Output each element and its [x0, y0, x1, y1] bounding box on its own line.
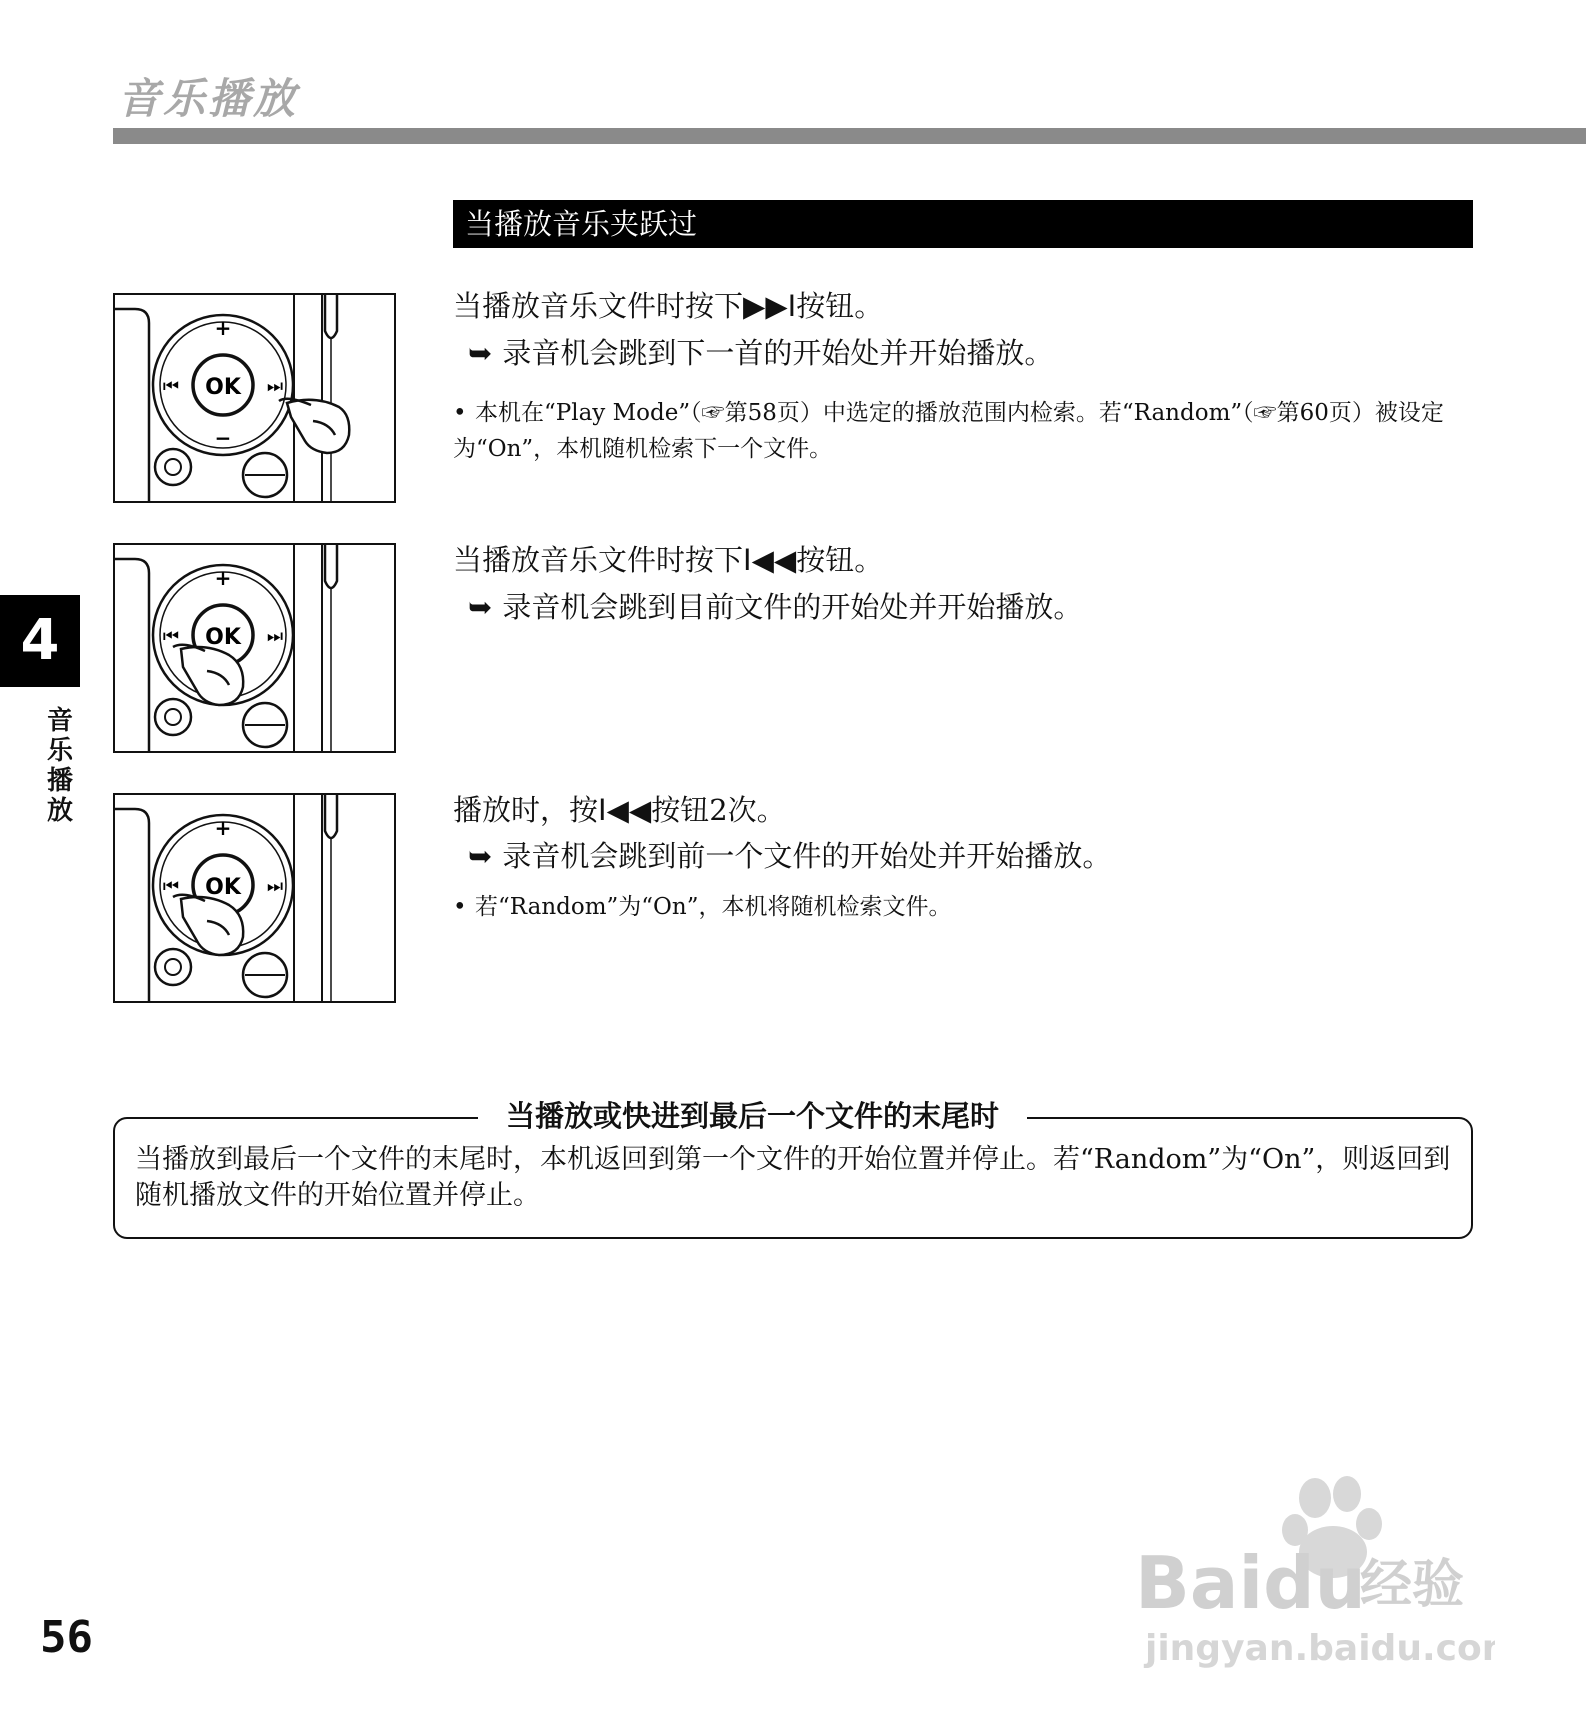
- paw-logo-icon: [1125, 1470, 1495, 1670]
- info-box-body: 当播放到最后一个文件的末尾时，本机返回到第一个文件的开始位置并停止。若“Random”为“On”，则返回到随机播放文件的开始位置并停止。: [135, 1144, 1451, 1211]
- step-3-result: ➥ 录音机会跳到前一个文件的开始处并开始播放。: [468, 836, 1111, 876]
- watermark-product: 经验: [1360, 1555, 1465, 1615]
- device-illustration: [115, 795, 394, 1001]
- ok-button-label: OK: [205, 625, 241, 650]
- prev-icon: ⏮: [162, 376, 180, 397]
- pressing-hand-icon: [279, 399, 349, 453]
- watermark-brand: Baidu: [1135, 1541, 1366, 1625]
- step-2-result: ➥ 录音机会跳到目前文件的开始处并开始播放。: [468, 587, 1082, 627]
- plus-label: +: [214, 316, 232, 340]
- next-icon: ⏭: [266, 626, 284, 647]
- result-arrow-icon: ➥: [468, 590, 493, 624]
- figure-next-button: [113, 293, 396, 503]
- step-1-result: ➥ 录音机会跳到下一首的开始处并开始播放。: [468, 333, 1053, 373]
- ok-button-label: OK: [205, 375, 241, 400]
- page-number: 56: [40, 1612, 93, 1663]
- plus-label: +: [214, 566, 232, 590]
- baidu-jingyan-watermark: [1125, 1470, 1495, 1670]
- result-arrow-icon: ➥: [468, 839, 493, 873]
- header-divider: [113, 128, 1586, 144]
- page-header-title: 音乐播放: [118, 74, 299, 123]
- step-1-instruction: 当播放音乐文件时按下▶▶I按钮。: [453, 289, 884, 323]
- next-icon: ⏭: [266, 876, 284, 897]
- info-box-title: 当播放或快进到最后一个文件的末尾时: [478, 1096, 1027, 1136]
- result-arrow-icon: ➥: [468, 336, 493, 370]
- prev-track-icon: I◀◀: [598, 793, 652, 827]
- next-icon: ⏭: [266, 376, 284, 397]
- device-illustration: [115, 295, 394, 501]
- chapter-tab: 4: [0, 595, 80, 687]
- device-illustration: [115, 545, 394, 751]
- step-2-instruction: 当播放音乐文件时按下I◀◀按钮。: [453, 543, 884, 577]
- next-track-icon: ▶▶I: [743, 289, 797, 323]
- prev-track-icon: I◀◀: [743, 543, 797, 577]
- step-3-note: • 若“Random”为“On”，本机将随机检索文件。: [453, 894, 952, 920]
- section-title: 当播放音乐夹跃过: [453, 200, 1473, 248]
- figure-prev-button-twice: [113, 793, 396, 1003]
- step-1-note: • 本机在“Play Mode”（☞第58页）中选定的播放范围内检索。若“Random”（☞第60页）被设定为“On”，本机随机检索下一个文件。: [453, 400, 1444, 462]
- step-3-instruction: 播放时，按I◀◀按钮2次。: [453, 793, 786, 827]
- watermark-url: jingyan.baidu.com: [1145, 1628, 1495, 1669]
- figure-prev-button: [113, 543, 396, 753]
- minus-label: −: [214, 426, 232, 450]
- prev-icon: ⏮: [162, 626, 180, 647]
- plus-label: +: [214, 816, 232, 840]
- prev-icon: ⏮: [162, 876, 180, 897]
- ok-button-label: OK: [205, 875, 241, 900]
- chapter-label: 音乐播放: [46, 706, 73, 826]
